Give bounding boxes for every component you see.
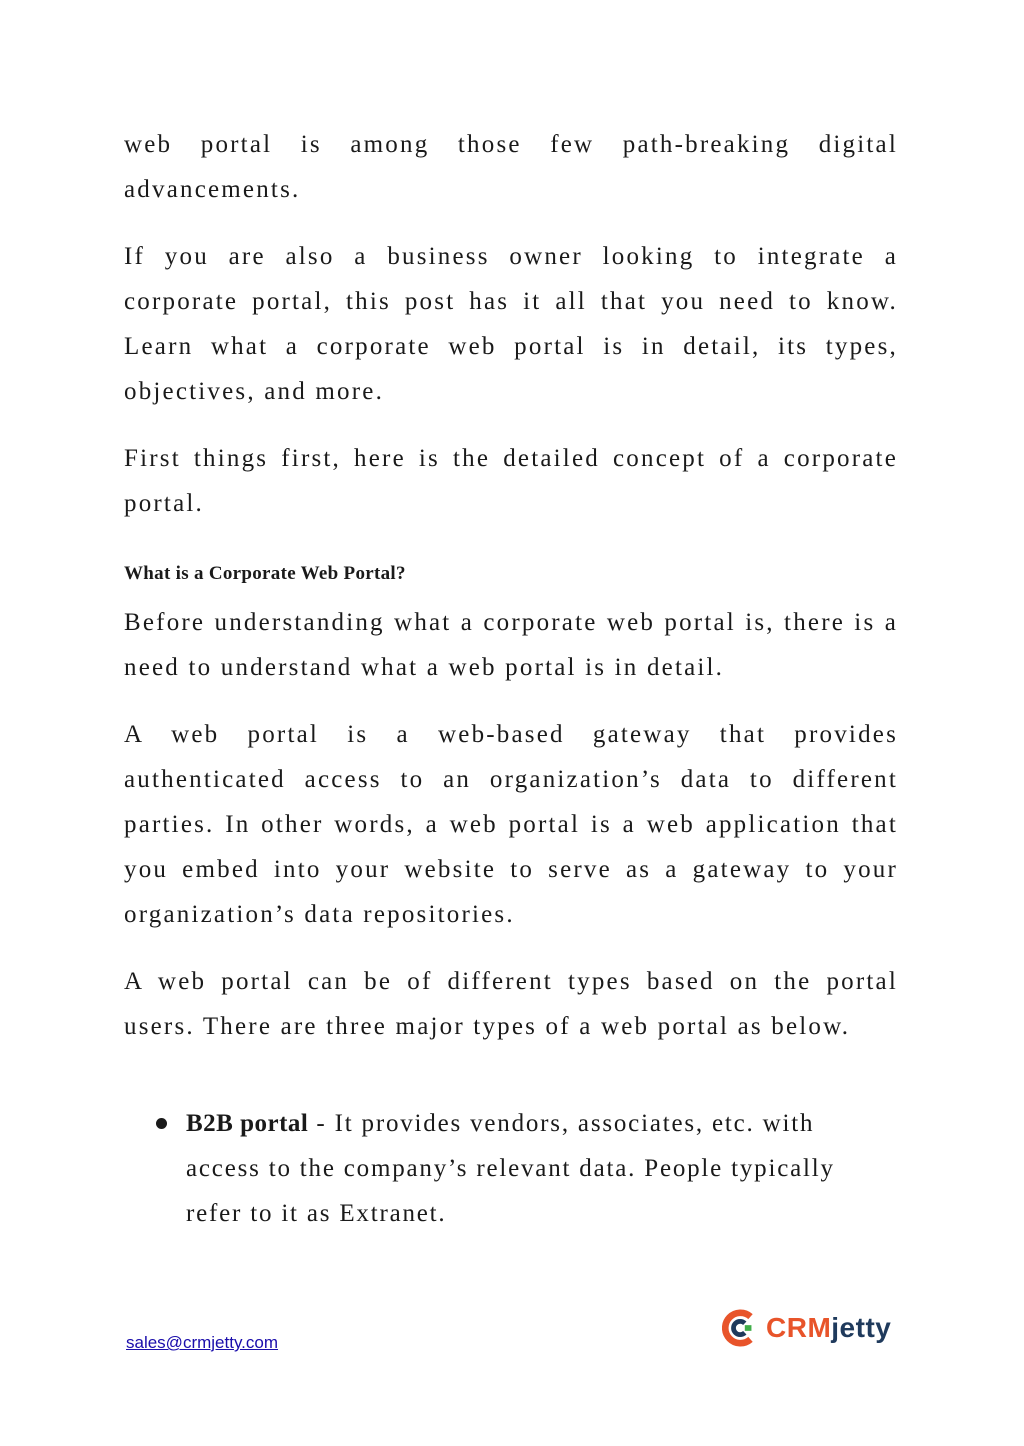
- paragraph-intro-continuation: web portal is among those few path-breaking digital advancements.: [124, 131, 898, 203]
- portal-types-list: [124, 1101, 876, 1236]
- crmjetty-logo-icon: [722, 1309, 760, 1347]
- paragraph-web-portal-definition: A web portal is a web-based gateway that provides authenticated access to an organization’s data to different parties. In other words, a web portal is a web application that you embed into your website to serve as a gateway to your organization’s data repositories.: [124, 721, 898, 928]
- contact-email-link[interactable]: sales@crmjetty.com: [126, 1333, 279, 1352]
- list-item-b2b-portal: [186, 1101, 876, 1236]
- logo-wordmark: [766, 1312, 891, 1344]
- section-heading: What is a Corporate Web Portal?: [124, 563, 406, 584]
- document-body: [124, 122, 898, 1236]
- list-item-title: B2B portal: [186, 1110, 309, 1137]
- logo-jetty-text: jetty: [831, 1312, 892, 1343]
- logo-crm-text: CRM: [766, 1312, 832, 1343]
- paragraph-business-owner: If you are also a business owner looking to integrate a corporate portal, this post has it all that you need to know. Learn what a corporate web portal is in detail, its types, objectives, and more.: [124, 243, 898, 405]
- crmjetty-logo: [722, 1306, 891, 1350]
- paragraph-first-things: First things first, here is the detailed concept of a corporate portal.: [124, 445, 898, 517]
- list-item-text: - It provides vendors, associates, etc. with access to the company’s relevant data. People typically refer to it as Extranet.: [186, 1110, 835, 1227]
- bullet-icon: [156, 1118, 167, 1129]
- paragraph-before-understanding: Before understanding what a corporate web portal is, there is a need to understand what a web portal is in detail.: [124, 609, 898, 681]
- paragraph-portal-types: A web portal can be of different types based on the portal users. There are three major types of a web portal as below.: [124, 968, 898, 1040]
